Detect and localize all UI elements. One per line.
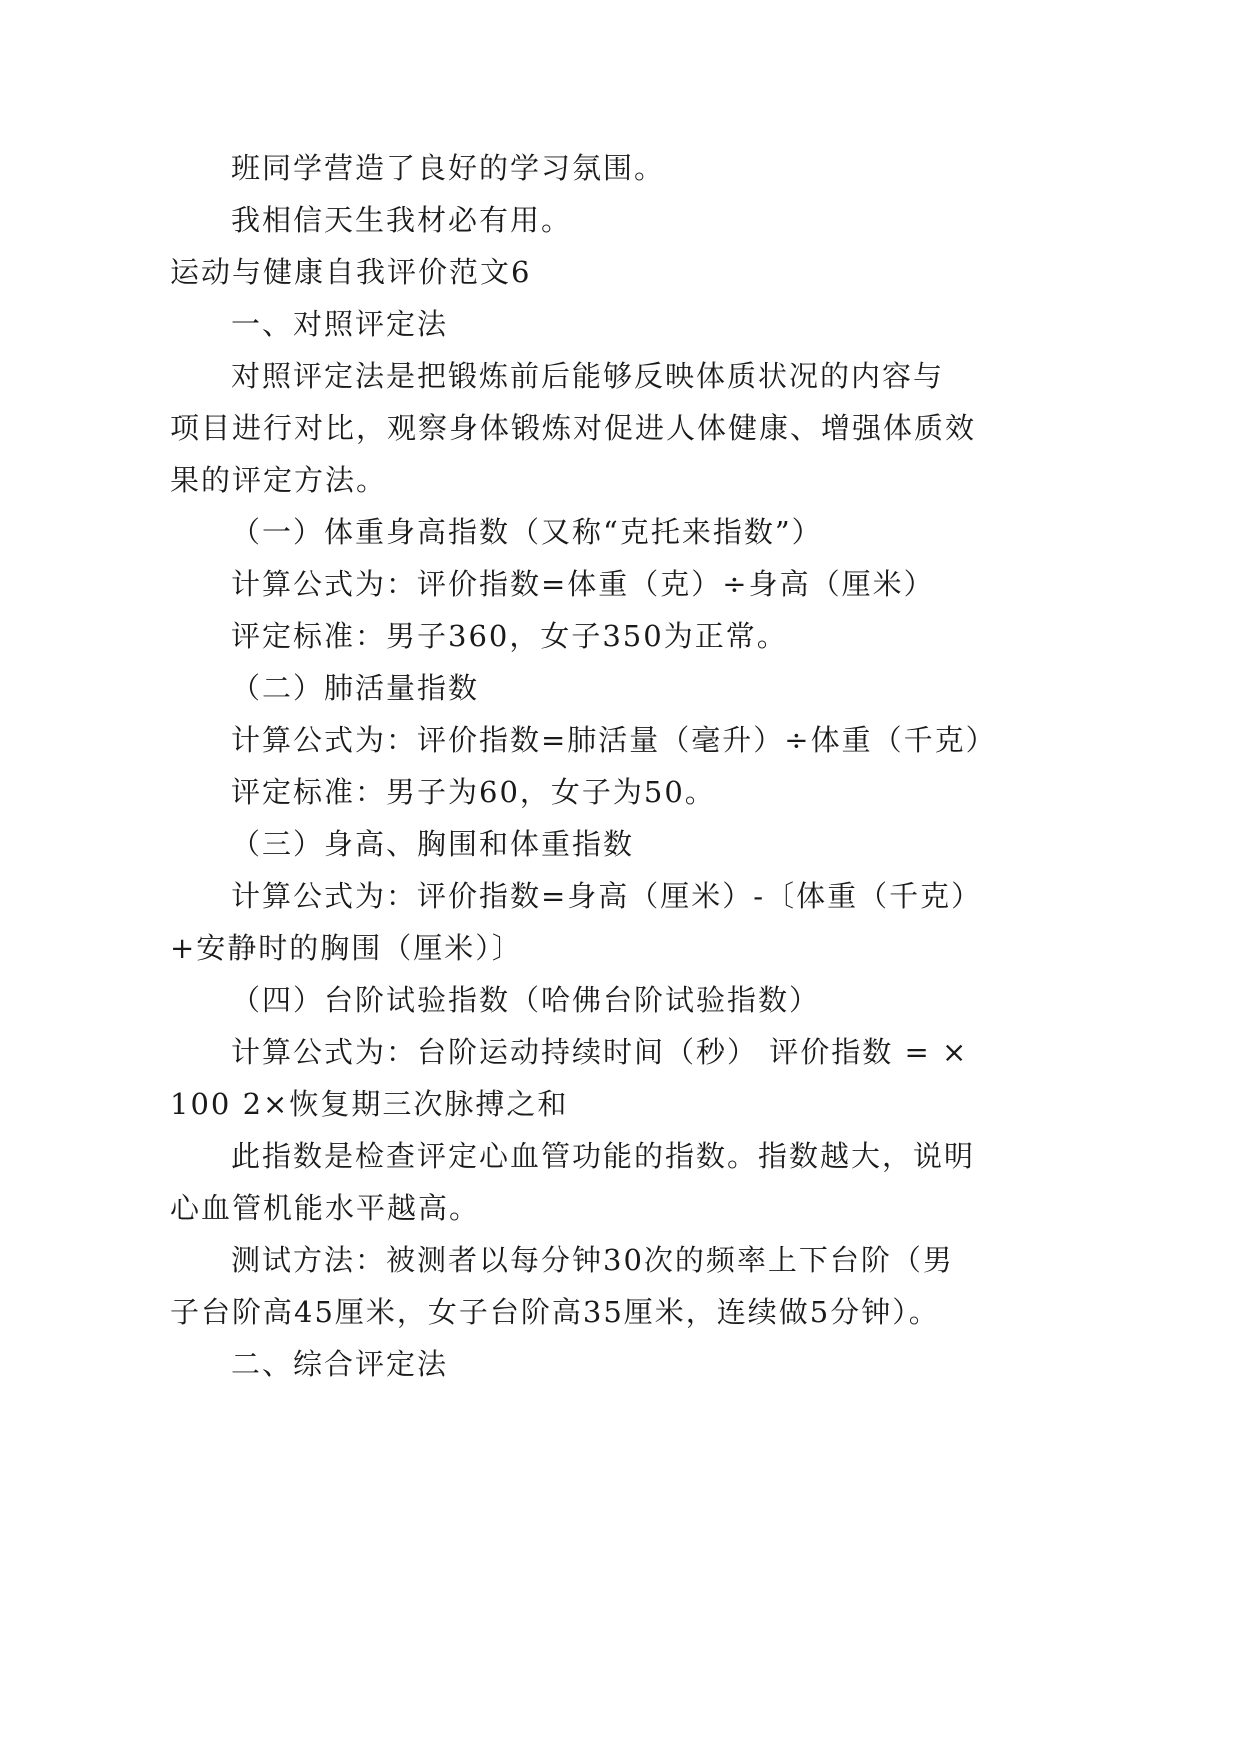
subsection-heading: 一、对照评定法 xyxy=(231,307,449,341)
paragraph-line: 对照评定法是把锻炼前后能够反映体质状况的内容与 xyxy=(231,359,945,393)
subsection-heading: 二、综合评定法 xyxy=(231,1347,449,1381)
formula-line: 100 2×恢复期三次脉搏之和 xyxy=(170,1087,569,1121)
formula-line: 计算公式为：台阶运动持续时间（秒） 评价指数 = × xyxy=(231,1035,969,1069)
paragraph-line: 果的评定方法。 xyxy=(170,463,388,497)
item-heading: （二）肺活量指数 xyxy=(231,671,480,705)
item-heading: （三）身高、胸围和体重指数 xyxy=(231,827,635,861)
formula-line: 计算公式为：评价指数=身高（厘米）-〔体重（千克） xyxy=(231,879,983,913)
section-heading: 运动与健康自我评价范文6 xyxy=(170,255,532,289)
paragraph-text: 班同学营造了良好的学习氛围。 xyxy=(231,151,666,185)
paragraph-line: 子台阶高45厘米，女子台阶高35厘米，连续做5分钟）。 xyxy=(170,1295,940,1329)
paragraph-line: 心血管机能水平越高。 xyxy=(170,1191,481,1225)
formula-text: 计算公式为：评价指数=体重（克）÷身高（厘米） xyxy=(231,567,935,601)
standard-text: 评定标准：男子为60，女子为50。 xyxy=(231,775,716,809)
formula-line: +安静时的胸围（厘米）〕 xyxy=(170,931,523,965)
item-heading: （四）台阶试验指数（哈佛台阶试验指数） xyxy=(231,983,821,1017)
item-heading: （一）体重身高指数（又称“克托来指数”） xyxy=(231,515,823,549)
paragraph-line: 此指数是检查评定心血管功能的指数。指数越大，说明 xyxy=(231,1139,976,1173)
paragraph-text: 我相信天生我材必有用。 xyxy=(231,203,573,237)
paragraph-line: 项目进行对比，观察身体锻炼对促进人体健康、增强体质效 xyxy=(170,411,977,445)
paragraph-line: 测试方法：被测者以每分钟30次的频率上下台阶（男 xyxy=(231,1243,954,1277)
standard-text: 评定标准：男子360，女子350为正常。 xyxy=(231,619,788,653)
formula-text: 计算公式为：评价指数=肺活量（毫升）÷体重（千克） xyxy=(231,723,997,757)
